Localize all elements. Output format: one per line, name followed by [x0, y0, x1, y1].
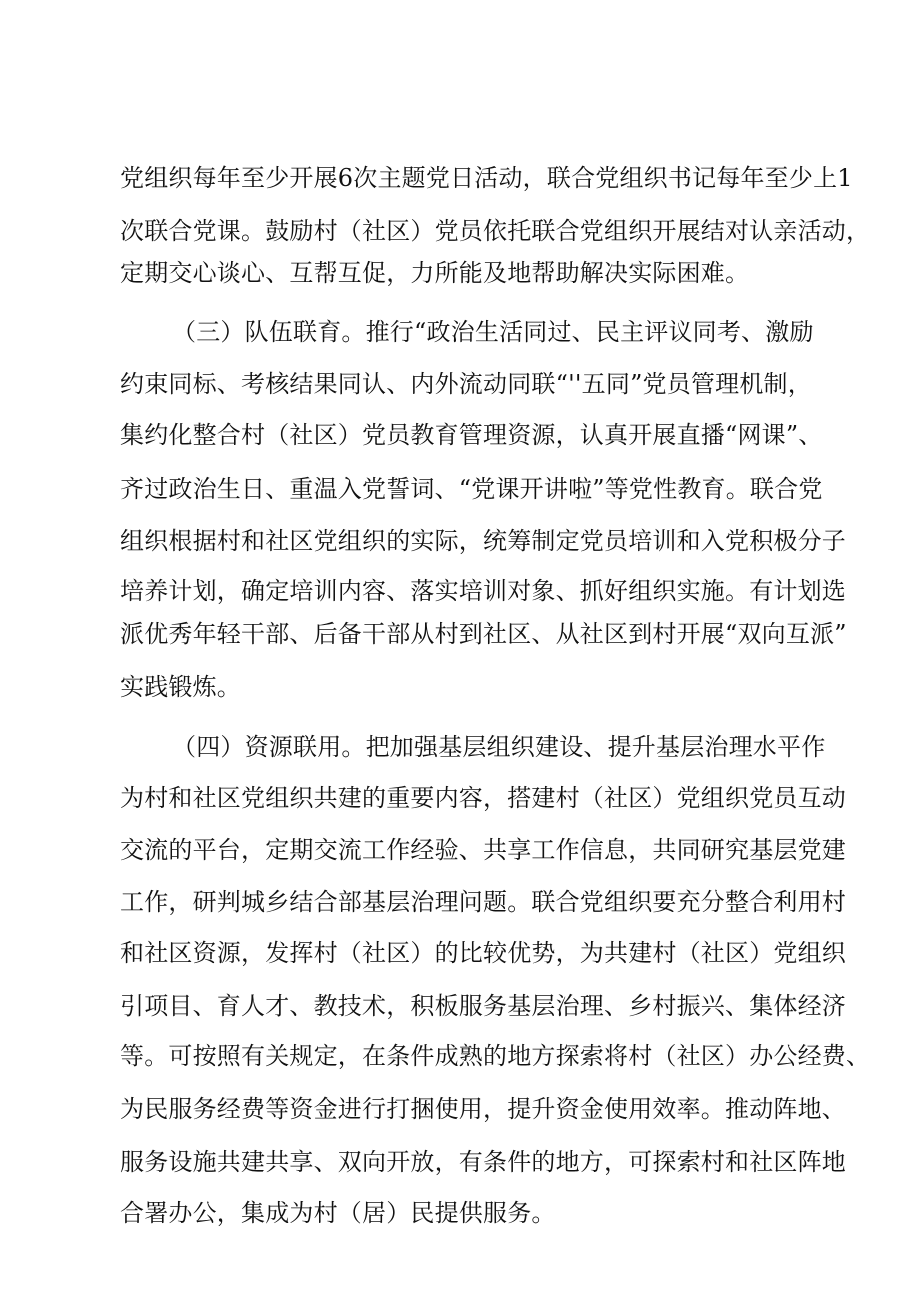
text-line: 实践锻炼。	[120, 673, 241, 701]
text-line: 次联合党课。鼓励村（社区）党员依托联合党组织开展结对认亲活动，	[120, 217, 871, 245]
text-line: 合署办公，集成为村（居）民提供服务。	[120, 1199, 556, 1227]
text-line: 和社区资源，发挥村（社区）的比较优势，为共建村（社区）党组织	[120, 939, 846, 967]
section-heading-line: （三）队伍联育。推行“政治生活同过、民主评议同考、激励	[172, 318, 814, 346]
text-line: 集约化整合村（社区）党员教育管理资源，认真开展直播“网课”、	[120, 421, 823, 449]
text-line: 组织根据村和社区党组织的实际，统筹制定党员培训和入党积极分子	[120, 527, 846, 555]
text-line: 工作，研判城乡结合部基层治理问题。联合党组织要充分整合利用村	[120, 888, 846, 916]
text-line: 培养计划，确定培训内容、落实培训对象、抓好组织实施。有计划选	[120, 577, 846, 605]
text-line: 定期交心谈心、互帮互促，力所能及地帮助解决实际困难。	[120, 259, 750, 287]
text-line: 引项目、育人才、教技术，积板服务基层治理、乡村振兴、集体经济	[120, 992, 846, 1020]
text-line: 派优秀年轻干部、后备干部从村到社区、从社区到村开展“双向互派”	[120, 620, 847, 648]
section-heading-line: （四）资源联用。把加强基层组织建设、提升基层治理水平作	[172, 733, 826, 761]
text-line: 服务设施共建共享、双向开放，有条件的地方，可探索村和社区阵地	[120, 1148, 846, 1176]
text-line: 为村和社区党组织共建的重要内容，搭建村（社区）党组织党员互动	[120, 784, 846, 812]
text-line: 约束同标、考核结果同认、内外流动同联“''五同”党员管理机制，	[120, 370, 812, 398]
text-line: 党组织每年至少开展6次主题党日活动，联合党组织书记每年至少上1	[120, 164, 853, 192]
text-line: 齐过政治生日、重温入党誓词、“党课开讲啦”等党性教育。联合党	[120, 475, 823, 503]
text-line: 交流的平台，定期交流工作经验、共享工作信息，共同研究基层党建	[120, 836, 846, 864]
text-line: 为民服务经费等资金进行打捆使用，提升资金使用效率。推动阵地、	[120, 1095, 846, 1123]
text-line: 等。可按照有关规定，在条件成熟的地方探索将村（社区）办公经费、	[120, 1042, 871, 1070]
